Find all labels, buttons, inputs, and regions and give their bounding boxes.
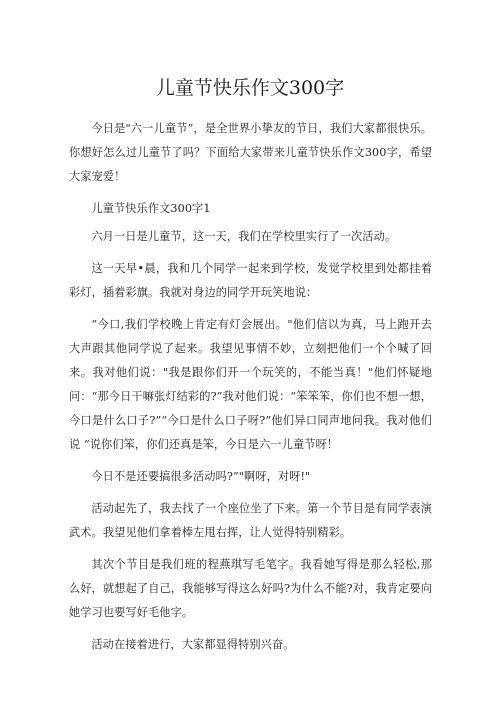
paragraph: “今口,我们学校晚上肯定有灯会展出。"他们信以为真，马上跑开去大声跟其他同学说了起来。我望见事情不妙，立刻把他们一个个喊了回来。我对他们说："我是跟你们开一个玩笑的，不能当真！"他们怀疑地问：“那今日干嘛张灯结彩的?”我对他们说：“笨笨笨，你们也不想一想，今口是什么口子?”“今口是什么口子呀?”他们异口同声地问我。我对他们说 “说你们笨，你们还真是笨，今日是六一儿童节呀！ (69, 318, 432, 451)
paragraph: 活动起先了，我去找了一个座位坐了下来。第一个节目是有同学表演武术。我望见他们拿着棒左甩右挥，让人觉得特别精彩。 (69, 502, 432, 539)
document-body (69, 117, 432, 665)
paragraph: 今日不是还要搞很多活动吗?”"啊呀，对呀!" (91, 470, 311, 483)
paragraph: 这一天早•晨，我和几个同学一起来到学校，发觉学校里到处都挂着彩灯，插着彩旗。我就对身边的同学开玩笑地说： (69, 262, 432, 299)
paragraph: 六月一日是儿童节，这一天，我们在学校里实行了一次活动。 (91, 230, 397, 243)
paragraph: 其次个节目是我们班的程燕琪写毛笔字。我看她写得是那么轻松,那么好，就想起了自己，我能够写得这么好吗?为什么不能?对，我肯定要向她学习也要写好毛他字。 (69, 558, 432, 619)
document-title: 儿童节快乐作文300字 (155, 77, 345, 99)
paragraph: 活动在接着进行，大家都显得特别兴奋。 (91, 638, 295, 651)
section-heading: 儿童节快乐作文300字1 (91, 202, 211, 215)
paragraph-intro: 今日是"六一儿童节”，是全世界小挚友的节日，我们大家都很快乐。你想好怎么过儿童节了吗？下面给大家带来儿童节快乐作文300字，希望大家宠爱！ (69, 122, 432, 183)
